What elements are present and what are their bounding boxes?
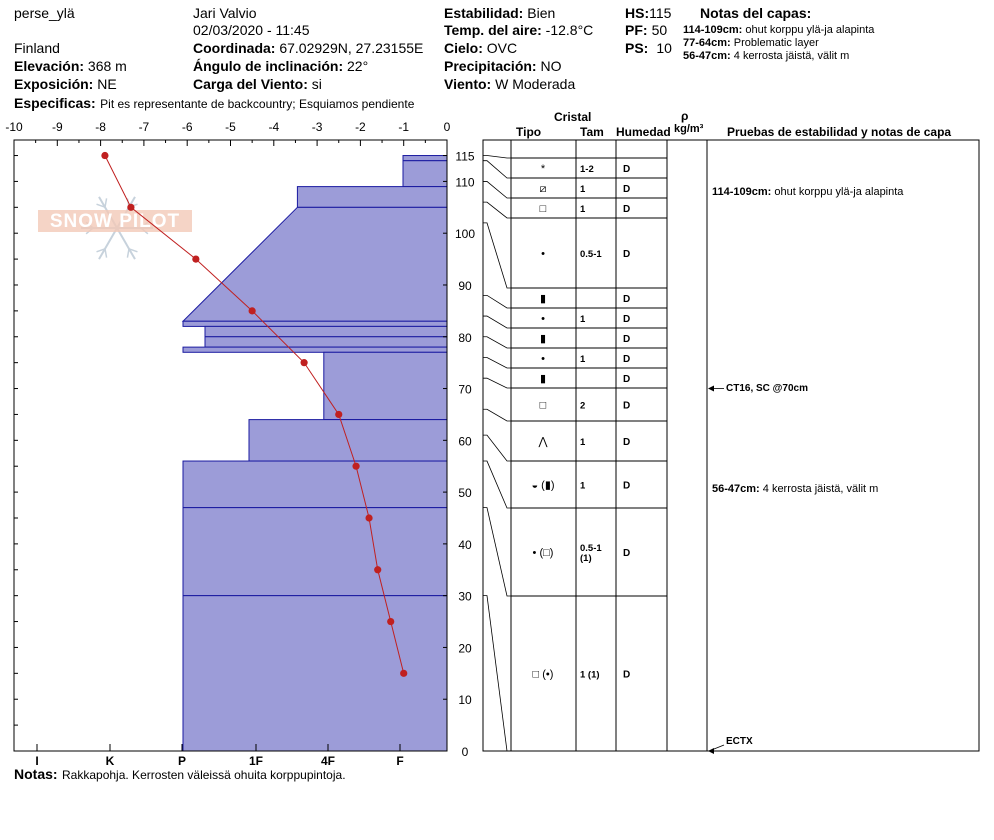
precip-particles-icon: * — [540, 163, 546, 175]
hardness-layer — [183, 461, 447, 508]
hardness-layers — [183, 156, 447, 751]
height-tick-label: 115 — [455, 149, 475, 164]
wind-value: W Moderada — [495, 76, 576, 92]
layer-connector — [483, 202, 511, 218]
height-tick-label: 30 — [458, 589, 472, 604]
hardness-tick-label: K — [105, 754, 115, 768]
precipitation-value: NO — [540, 58, 562, 74]
melt-freeze-icon: ◒ (▮) — [531, 479, 555, 492]
rounded-grains-icon: • (□) — [532, 547, 554, 559]
slope-angle-label: Ángulo de inclinación: — [193, 58, 344, 74]
density-symbol: ρ — [681, 109, 689, 123]
footer-notes-value: Rakkapohja. Kerrosten väleissä ohuita korppupintoja. — [62, 768, 346, 782]
specifics-label: Especificas: — [14, 95, 96, 111]
elevation-label: Elevación: — [14, 58, 85, 74]
moisture-value: D — [623, 314, 631, 325]
layer-connector — [483, 161, 511, 178]
note-text: ohut korppu ylä-ja alapinta — [774, 186, 904, 198]
moisture-value: D — [623, 548, 631, 559]
temperature-point — [127, 204, 134, 211]
hardness-layer — [324, 352, 447, 419]
moisture-value: D — [623, 294, 631, 305]
snowpilot-watermark — [38, 197, 192, 259]
temperature-point — [352, 463, 359, 470]
temp-tick-label: -4 — [268, 120, 280, 134]
crystal-header: Cristal — [554, 110, 592, 124]
moisture-value: D — [623, 354, 631, 365]
crystal-size: 1 (1) — [580, 669, 600, 681]
type-header: Tipo — [516, 125, 542, 139]
table-border — [483, 140, 979, 751]
temp-tick-label: -9 — [51, 120, 63, 134]
layer-connector — [483, 461, 511, 508]
temperature-point — [249, 307, 256, 314]
height-tick-label: 80 — [458, 330, 472, 345]
hs-label: HS: — [625, 5, 650, 21]
pf-label: PF: — [625, 22, 648, 38]
snowflake-arm — [99, 228, 117, 259]
specifics-value: Pit es representante de backcountry; Esquiamos pendiente — [100, 97, 415, 111]
footer-notes — [14, 767, 346, 783]
faceted-crystals-icon: □ — [539, 203, 547, 215]
moisture-value: D — [623, 164, 631, 175]
layer-connector — [483, 156, 511, 158]
precipitation-label: Precipitación: — [444, 58, 537, 74]
moisture-value: D — [623, 184, 631, 195]
elevation-value: 368 m — [87, 58, 127, 74]
height-tick-label: 50 — [458, 486, 472, 501]
layer-note-56-47 — [712, 484, 878, 495]
temp-tick-label: -2 — [355, 120, 366, 134]
crystal-size: 0.5-1 — [580, 249, 602, 260]
observation-datetime: 02/03/2020 - 11:45 — [193, 22, 310, 38]
rounded-grains-icon: • — [541, 313, 545, 325]
sky-value: OVC — [486, 40, 518, 56]
temp-tick-label: -3 — [311, 120, 323, 134]
hardness-layer — [297, 187, 447, 208]
hardness-tick-label: I — [35, 754, 39, 768]
hardness-layer — [205, 337, 447, 347]
pit-name: perse_ylä — [14, 5, 75, 21]
hardness-layer — [403, 161, 447, 187]
ice-formation-icon: ▮ — [539, 333, 547, 345]
hardness-tick-label: F — [396, 754, 404, 768]
layer-connector — [483, 295, 511, 308]
layer-connector — [483, 378, 511, 388]
density-unit: kg/m³ — [674, 123, 704, 135]
moisture-header: Humedad — [616, 125, 671, 139]
crystal-size: (1) — [580, 553, 592, 564]
stability-test-ectx: ECTX — [726, 736, 753, 747]
decomposing-fragments-icon: ⧄ — [539, 183, 547, 195]
test-arrow-head — [708, 386, 714, 392]
crystal-size: 1 — [580, 314, 586, 325]
moisture-value: D — [623, 400, 631, 412]
temp-tick-label: 0 — [443, 120, 451, 134]
layer-note-range: 56-47cm: — [683, 50, 731, 62]
sky-label: Cielo: — [444, 40, 483, 56]
temperature-point — [301, 359, 308, 366]
height-tick-label: 60 — [458, 434, 472, 449]
layer-connector — [483, 596, 511, 751]
height-tick-label: 70 — [458, 382, 472, 397]
temp-tick-label: -8 — [95, 120, 106, 134]
moisture-value: D — [623, 204, 631, 215]
temperature-point — [400, 670, 407, 677]
hardness-layer — [249, 420, 447, 461]
temperature-point — [335, 411, 342, 418]
hardness-layer — [403, 156, 447, 161]
exposure-label: Exposición: — [14, 76, 94, 92]
temperature-point — [374, 566, 381, 573]
height-tick-label: 10 — [458, 693, 472, 708]
hardness-tick-label: 4F — [320, 754, 336, 768]
rounded-grains-icon: • — [541, 248, 545, 260]
temp-tick-label: -1 — [398, 120, 410, 134]
layer-note-range: 77-64cm: — [683, 37, 731, 49]
snowflake-branch — [105, 249, 107, 258]
hardness-layer — [183, 508, 447, 596]
temperature-point — [365, 514, 372, 521]
layer-connector — [483, 223, 511, 288]
ps-value: 10 — [656, 40, 672, 56]
moisture-value: D — [623, 669, 631, 681]
country: Finland — [14, 40, 60, 56]
temp-tick-label: -6 — [181, 120, 193, 134]
stability-label: Estabilidad: — [444, 5, 524, 21]
crystal-size: 1 — [580, 354, 586, 365]
pf-value: 50 — [651, 22, 668, 38]
temperature-point — [101, 152, 108, 159]
snowflake-branch — [127, 249, 129, 258]
faceted-crystals-icon: □ (•) — [532, 668, 554, 681]
air-temp-value: -12.8°C — [545, 22, 594, 38]
note-range: 114-109cm: — [712, 186, 772, 198]
temperature-point — [192, 255, 199, 262]
slope-angle-value: 22° — [347, 58, 369, 74]
height-tick-label: 20 — [458, 641, 472, 656]
height-tick-label: 100 — [454, 227, 476, 242]
crystal-table — [483, 140, 979, 754]
stability-test-ct16: CT16, SC @70cm — [726, 383, 809, 394]
ps-label: PS: — [625, 40, 649, 56]
crystal-size: 1 — [580, 480, 586, 492]
layer-connector — [483, 435, 511, 461]
hardness-layer — [205, 326, 447, 336]
hardness-layer — [183, 321, 447, 326]
crystal-size: 1 — [580, 184, 586, 195]
layer-connector — [483, 508, 511, 596]
crystal-size: 1 — [580, 437, 586, 448]
height-tick-label: 90 — [458, 278, 472, 293]
layer-connector — [483, 316, 511, 328]
ice-formation-icon: ▮ — [539, 293, 547, 305]
exposure-value: NE — [97, 76, 117, 92]
coordinate-label: Coordinada: — [193, 40, 276, 56]
coordinate-value: 67.02929N, 27.23155E — [279, 40, 424, 56]
hardness-tick-label: 1F — [248, 754, 264, 768]
layer-note-114-109 — [712, 187, 903, 198]
layer-connector — [483, 181, 511, 198]
layer-connector — [483, 357, 511, 368]
size-header: Tam — [580, 125, 604, 139]
moisture-value: D — [623, 437, 631, 448]
note-range: 56-47cm: — [712, 483, 760, 495]
height-tick-label: 0 — [461, 745, 469, 759]
hardness-layer — [183, 347, 447, 352]
snowflake-branch — [105, 198, 107, 207]
crystal-size: 0.5-1 — [580, 543, 602, 554]
layer-note-range: 114-109cm: — [683, 24, 743, 36]
layer-connector — [483, 337, 511, 348]
temp-tick-label: -10 — [5, 120, 23, 134]
depth-hoar-icon: ⋀ — [538, 436, 548, 448]
stability-value: Bien — [527, 5, 556, 21]
layer-note-text: Problematic layer — [733, 37, 819, 49]
moisture-value: D — [623, 374, 631, 385]
temp-tick-label: -7 — [138, 120, 150, 134]
height-tick-label: 110 — [455, 175, 475, 190]
temperature-point — [387, 618, 394, 625]
wind-load-value: si — [311, 76, 322, 92]
rounded-grains-icon: • — [541, 353, 545, 365]
air-temp-label: Temp. del aire: — [444, 22, 542, 38]
crystal-size: 2 — [580, 400, 586, 412]
test-arrow-head — [708, 748, 714, 754]
layer-connector — [483, 409, 511, 421]
note-text: 4 kerrosta jäistä, välit m — [762, 483, 879, 495]
height-tick-label: 40 — [458, 537, 472, 552]
wind-label: Viento: — [444, 76, 492, 92]
temp-tick-label: -5 — [225, 120, 236, 134]
tests-header: Pruebas de estabilidad y notas de capa — [727, 125, 952, 139]
hardness-layer — [183, 207, 447, 321]
hs-value: 115 — [649, 5, 672, 21]
wind-load-label: Carga del Viento: — [193, 76, 308, 92]
watermark-text: SNOW PILOT — [49, 211, 181, 232]
faceted-crystals-icon: □ — [539, 399, 547, 412]
footer-notes-label: Notas: — [14, 766, 58, 782]
moisture-value: D — [623, 249, 631, 260]
ice-formation-icon: ▮ — [539, 373, 547, 385]
layer-note-text: 4 kerrosta jäistä, välit m — [733, 50, 850, 62]
observer-name: Jari Valvio — [193, 5, 257, 21]
hardness-tick-label: P — [177, 754, 187, 768]
layer-notes-title: Notas del capas: — [700, 5, 812, 21]
crystal-size: 1 — [580, 204, 586, 215]
moisture-value: D — [623, 334, 631, 345]
crystal-size: 1-2 — [580, 164, 594, 175]
moisture-value: D — [623, 480, 631, 492]
layer-note-text: ohut korppu ylä-ja alapinta — [745, 24, 875, 36]
snowflake-arm — [117, 228, 135, 259]
hardness-layer — [183, 596, 447, 751]
